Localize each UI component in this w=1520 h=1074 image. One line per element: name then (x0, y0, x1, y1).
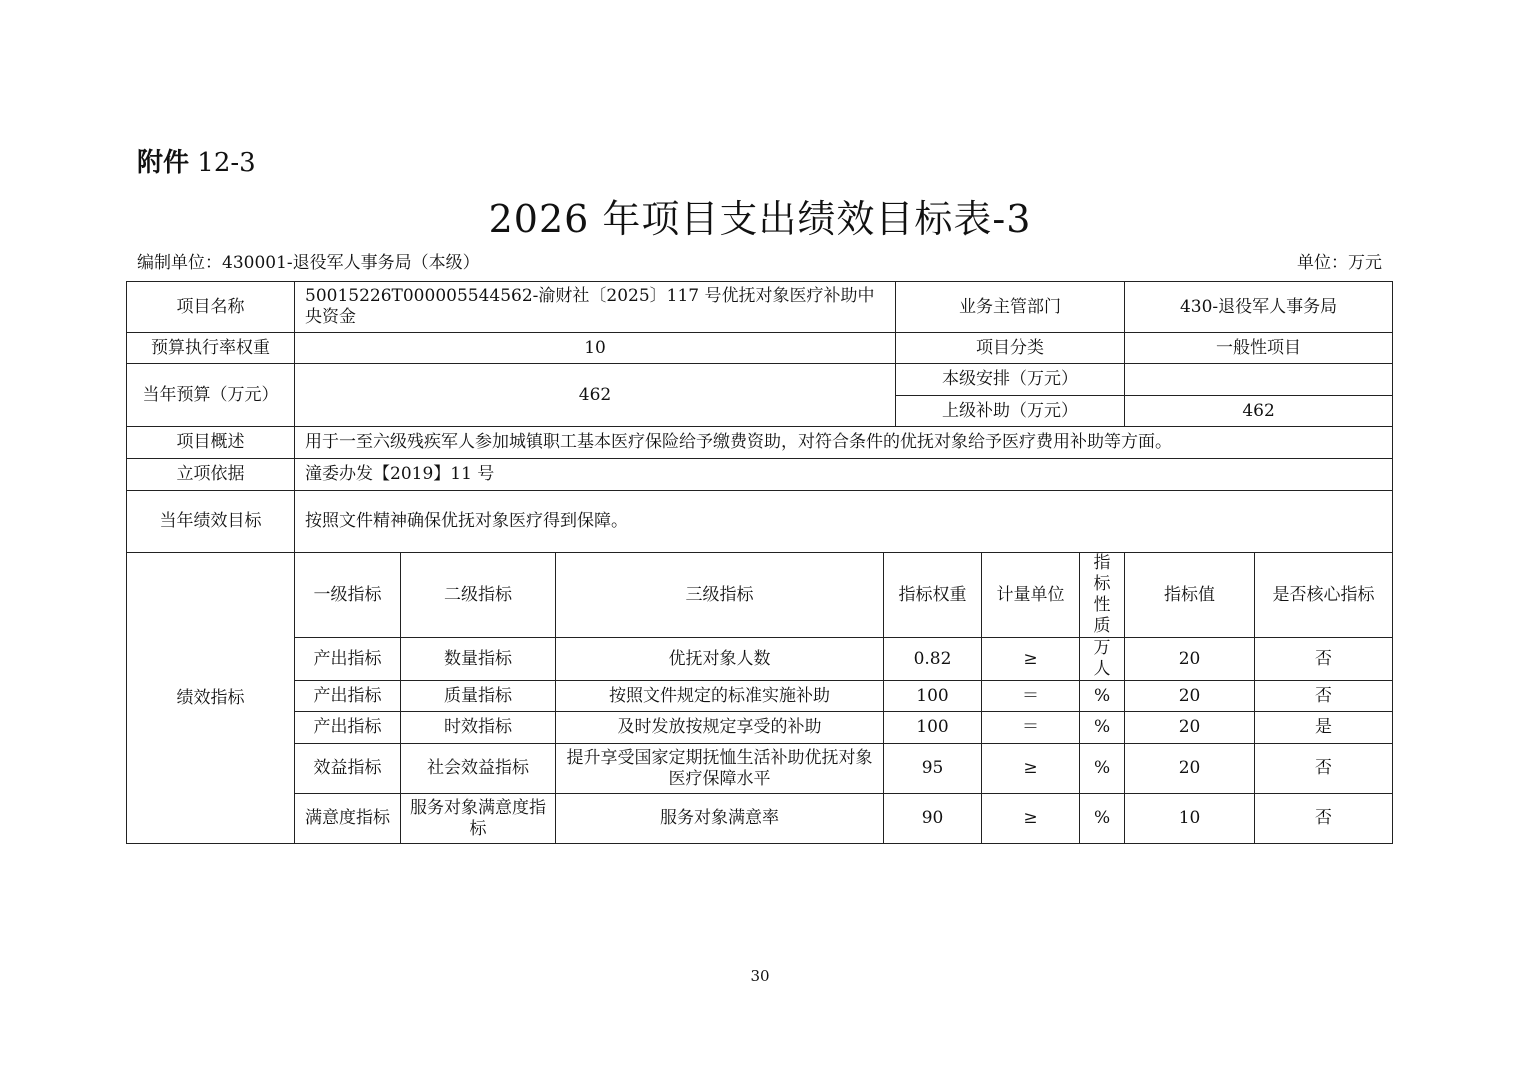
indicator-level3: 服务对象满意率 (556, 794, 884, 844)
indicator-weight: 100 (884, 681, 982, 712)
indicator-row (127, 681, 1393, 712)
indicator-level2: 服务对象满意度指标 (401, 794, 556, 844)
indicator-header-level1: 一级指标 (295, 553, 401, 638)
row-project-name (127, 282, 1393, 333)
indicator-level2: 社会效益指标 (401, 744, 556, 794)
indicator-weight: 90 (884, 794, 982, 844)
indicator-row (127, 744, 1393, 794)
currency-unit: 单位：万元 (1297, 253, 1382, 273)
page-title: 2026 年项目支出绩效目标表-3 (488, 197, 1032, 241)
indicator-core: 否 (1255, 681, 1393, 712)
indicator-nature: % (1080, 794, 1125, 844)
goal-value: 按照文件精神确保优抚对象医疗得到保障。 (295, 491, 1393, 553)
basis-value: 潼委办发【2019】11 号 (295, 459, 1393, 491)
indicator-header-level3: 三级指标 (556, 553, 884, 638)
page-number: 30 (750, 967, 770, 985)
indicator-value: 10 (1125, 794, 1255, 844)
dept-value: 430-退役军人事务局 (1125, 282, 1393, 333)
indicator-core: 是 (1255, 712, 1393, 744)
indicator-value: 20 (1125, 712, 1255, 744)
indicator-level1: 效益指标 (295, 744, 401, 794)
indicator-weight: 0.82 (884, 638, 982, 681)
indicator-unit: ≥ (982, 744, 1080, 794)
budget-label: 当年预算（万元） (127, 364, 295, 427)
overview-value: 用于一至六级残疾军人参加城镇职工基本医疗保险给予缴费资助，对符合条件的优抚对象给予医疗费用补助等方面。 (295, 427, 1393, 459)
basis-label: 立项依据 (127, 459, 295, 491)
indicator-unit: ≥ (982, 638, 1080, 681)
row-overview (127, 427, 1393, 459)
indicator-value: 20 (1125, 744, 1255, 794)
attachment-number: 12-3 (197, 148, 256, 178)
indicator-row (127, 638, 1393, 681)
project-name-label: 项目名称 (127, 282, 295, 333)
indicator-level1: 产出指标 (295, 681, 401, 712)
indicator-core: 否 (1255, 744, 1393, 794)
overview-label: 项目概述 (127, 427, 295, 459)
indicator-level1: 产出指标 (295, 638, 401, 681)
superior-value: 462 (1125, 396, 1393, 427)
goal-label: 当年绩效目标 (127, 491, 295, 553)
indicator-header-level2: 二级指标 (401, 553, 556, 638)
indicator-level2: 数量指标 (401, 638, 556, 681)
indicator-header-core: 是否核心指标 (1255, 553, 1393, 638)
indicator-level3: 优抚对象人数 (556, 638, 884, 681)
indicators-label: 绩效指标 (127, 553, 295, 844)
exec-weight-label: 预算执行率权重 (127, 333, 295, 364)
attachment-cn: 附件 (137, 148, 190, 178)
indicator-value: 20 (1125, 681, 1255, 712)
indicator-unit: ＝ (982, 712, 1080, 744)
indicator-level1: 产出指标 (295, 712, 401, 744)
performance-table (126, 281, 1393, 844)
indicator-core: 否 (1255, 638, 1393, 681)
local-value (1125, 364, 1393, 396)
indicator-level1: 满意度指标 (295, 794, 401, 844)
indicator-value: 20 (1125, 638, 1255, 681)
category-value: 一般性项目 (1125, 333, 1393, 364)
dept-label: 业务主管部门 (896, 282, 1125, 333)
row-exec-weight (127, 333, 1393, 364)
project-name-value: 50015226T000005544562-渝财社〔2025〕117 号优抚对象医疗补助中央资金 (295, 282, 896, 333)
indicator-row (127, 794, 1393, 844)
superior-label: 上级补助（万元） (896, 396, 1125, 427)
budget-value: 462 (295, 364, 896, 427)
indicator-nature: % (1080, 681, 1125, 712)
row-goal (127, 491, 1393, 553)
attachment-label (137, 142, 256, 179)
indicator-header-unit: 计量单位 (982, 553, 1080, 638)
indicator-level3: 提升享受国家定期抚恤生活补助优抚对象医疗保障水平 (556, 744, 884, 794)
indicator-header-nature: 指标性质 (1080, 553, 1125, 638)
indicator-level2: 时效指标 (401, 712, 556, 744)
indicator-nature: % (1080, 744, 1125, 794)
indicator-level3: 及时发放按规定享受的补助 (556, 712, 884, 744)
exec-weight-value: 10 (295, 333, 896, 364)
indicator-unit: ≥ (982, 794, 1080, 844)
row-budget-local (127, 364, 1393, 396)
indicator-nature: 万人 (1080, 638, 1125, 681)
compiling-unit: 编制单位：430001-退役军人事务局（本级） (137, 253, 480, 273)
indicator-header-weight: 指标权重 (884, 553, 982, 638)
indicator-weight: 100 (884, 712, 982, 744)
indicator-header-value: 指标值 (1125, 553, 1255, 638)
category-label: 项目分类 (896, 333, 1125, 364)
indicator-core: 否 (1255, 794, 1393, 844)
indicator-level2: 质量指标 (401, 681, 556, 712)
indicator-header-row (127, 553, 1393, 638)
indicator-weight: 95 (884, 744, 982, 794)
indicator-row (127, 712, 1393, 744)
indicator-nature: % (1080, 712, 1125, 744)
indicator-level3: 按照文件规定的标准实施补助 (556, 681, 884, 712)
indicator-unit: ＝ (982, 681, 1080, 712)
local-label: 本级安排（万元） (896, 364, 1125, 396)
row-basis (127, 459, 1393, 491)
